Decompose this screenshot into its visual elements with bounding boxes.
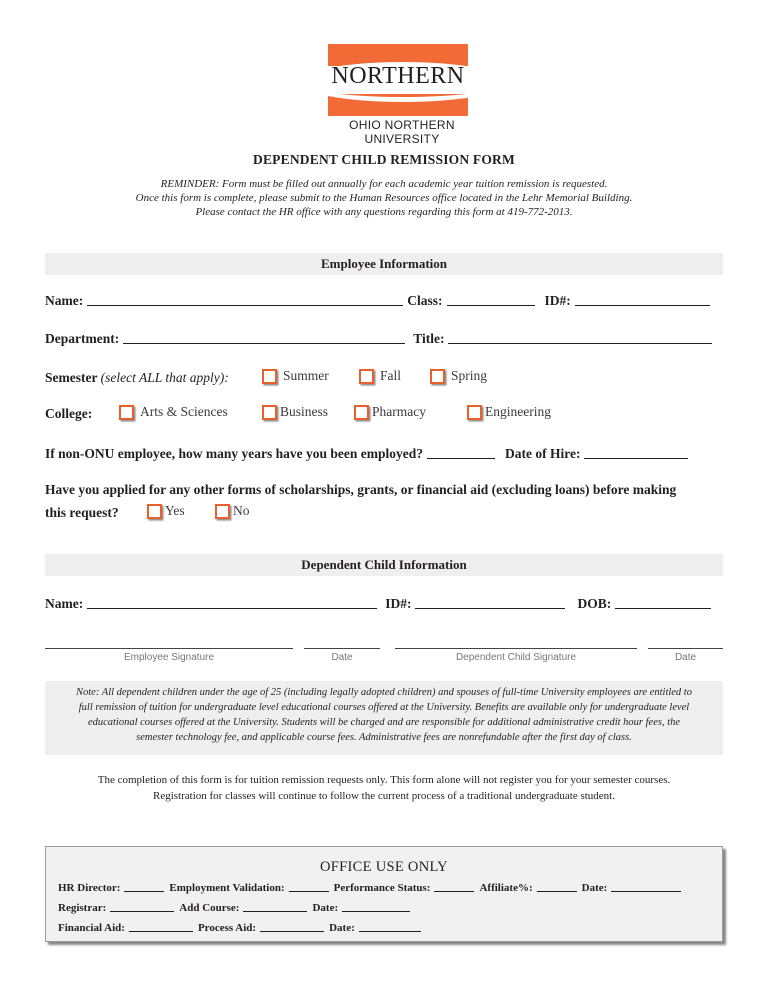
registrar-field[interactable] — [110, 911, 174, 912]
semester-label: Semester (select ALL that apply): — [45, 370, 229, 385]
eligibility-note — [45, 681, 723, 755]
aid-question-text: Have you applied for any other forms of scholarships, grants, or financial aid (excluding loans) before making — [45, 482, 677, 497]
college-option-pharmacy[interactable]: Pharmacy — [354, 404, 426, 420]
dependent-name-field[interactable] — [87, 608, 377, 609]
university-logo — [316, 40, 488, 146]
employment-validation-field[interactable] — [289, 891, 329, 892]
checkbox-icon[interactable] — [119, 405, 134, 420]
college-label: College: — [45, 406, 93, 421]
office-date-field-3[interactable] — [359, 931, 421, 932]
aid-question-row — [45, 482, 723, 498]
form-title: DEPENDENT CHILD REMISSION FORM — [253, 152, 515, 167]
college-row — [45, 404, 723, 424]
aid-option-yes[interactable]: Yes — [147, 503, 185, 519]
department-row — [45, 331, 723, 347]
aid-option-no[interactable]: No — [215, 503, 250, 519]
dob-field[interactable] — [615, 608, 711, 609]
add-course-label: Add Course: — [179, 902, 240, 914]
dependent-date-line[interactable] — [648, 648, 723, 649]
class-label: Class: — [407, 293, 443, 308]
checkbox-icon[interactable] — [215, 504, 230, 519]
dependent-signature-line[interactable] — [395, 648, 637, 649]
note-line: Note: All dependent children under the age of 25 (including legally adopted children) and spouses of full-time University employees are entitled to — [76, 687, 692, 698]
title-field[interactable] — [448, 343, 712, 344]
financial-aid-field[interactable] — [129, 931, 193, 932]
dependent-date-label: Date — [674, 652, 697, 663]
performance-status-label: Performance Status: — [333, 882, 431, 894]
hr-director-field[interactable] — [124, 891, 164, 892]
checkbox-icon[interactable] — [354, 405, 369, 420]
performance-status-field[interactable] — [434, 891, 474, 892]
aid-question-line2: this request? — [45, 505, 119, 520]
semester-option-fall[interactable]: Fall — [359, 368, 401, 384]
semester-row — [45, 368, 723, 388]
office-use-box — [45, 846, 723, 942]
checkbox-icon[interactable] — [359, 369, 374, 384]
affiliate-percent-label: Affiliate%: — [479, 882, 533, 894]
office-date-field-1[interactable] — [611, 891, 681, 892]
employee-id-field[interactable] — [575, 305, 710, 306]
office-date-field-2[interactable] — [342, 911, 410, 912]
title-label: Title: — [413, 331, 445, 346]
completion-notice — [45, 772, 723, 804]
class-field[interactable] — [447, 305, 535, 306]
employee-name-row — [45, 293, 723, 309]
checkbox-icon[interactable] — [147, 504, 162, 519]
employment-years-row — [45, 446, 723, 462]
office-date-label-3: Date: — [329, 922, 355, 934]
financial-aid-label: Financial Aid: — [58, 922, 125, 934]
dependent-row — [45, 596, 723, 612]
years-question: If non-ONU employee, how many years have you been employed? — [45, 446, 423, 461]
logo-wordmark: NORTHERN — [331, 63, 465, 89]
checkbox-icon[interactable] — [467, 405, 482, 420]
dependent-id-field[interactable] — [415, 608, 565, 609]
completion-line: The completion of this form is for tuition remission requests only. This form alone will not register you for your semester courses. — [97, 774, 671, 786]
process-aid-field[interactable] — [260, 931, 324, 932]
semester-option-spring[interactable]: Spring — [430, 368, 487, 384]
reminder-line: Please contact the HR office with any questions regarding this form at 419-772-2013. — [195, 206, 573, 218]
logo-subtitle: OHIO NORTHERN UNIVERSITY — [349, 118, 455, 146]
employee-signature-line[interactable] — [45, 648, 293, 649]
reminder-line: REMINDER: Form must be filled out annually for each academic year tuition remission is requested. — [160, 178, 608, 190]
department-label: Department: — [45, 331, 120, 346]
dependent-info-heading: Dependent Child Information — [45, 554, 723, 576]
note-line: semester technology fee, and applicable course fees. Administrative fees are nonrefundable after the first day of class. — [136, 732, 632, 743]
hr-director-label: HR Director: — [58, 882, 121, 894]
affiliate-percent-field[interactable] — [537, 891, 577, 892]
dependent-signature-label: Dependent Child Signature — [455, 652, 577, 663]
reminder-text — [0, 177, 768, 219]
semester-option-summer[interactable]: Summer — [262, 368, 329, 384]
employee-info-heading: Employee Information — [45, 253, 723, 275]
college-option-business[interactable]: Business — [262, 404, 328, 420]
checkbox-icon[interactable] — [430, 369, 445, 384]
completion-line: Registration for classes will continue to follow the current process of a traditional undergraduate student. — [153, 790, 615, 802]
employee-name-label: Name: — [45, 293, 84, 308]
employee-date-line[interactable] — [304, 648, 380, 649]
office-use-title: OFFICE USE ONLY — [320, 859, 448, 875]
years-field[interactable] — [427, 458, 495, 459]
date-of-hire-field[interactable] — [584, 458, 688, 459]
office-row-1 — [58, 882, 686, 894]
office-date-label-1: Date: — [581, 882, 608, 894]
aid-answer-row — [45, 503, 723, 523]
dob-label: DOB: — [577, 596, 612, 611]
employment-validation-label: Employment Validation: — [169, 882, 285, 894]
office-date-label-2: Date: — [312, 902, 339, 914]
note-line: full remission of tuition for undergraduate level educational courses offered at the University. Benefits are available only for undergraduate level — [78, 702, 690, 713]
office-row-2 — [58, 902, 415, 914]
college-option-arts-sciences[interactable]: Arts & Sciences — [119, 404, 228, 420]
dependent-id-label: ID#: — [385, 596, 412, 611]
registrar-label: Registrar: — [58, 902, 107, 914]
dependent-name-label: Name: — [45, 596, 84, 611]
office-row-3 — [58, 922, 426, 934]
employee-id-label: ID#: — [544, 293, 571, 308]
employee-signature-label: Employee Signature — [123, 652, 215, 663]
department-field[interactable] — [123, 343, 405, 344]
note-line: educational courses offered at the University. Students will be charged and are responsible for additional administrative credit hour fees, the — [87, 717, 681, 728]
process-aid-label: Process Aid: — [197, 922, 257, 934]
checkbox-icon[interactable] — [262, 369, 277, 384]
date-of-hire-label: Date of Hire: — [505, 446, 581, 461]
reminder-line: Once this form is complete, please submit to the Human Resources office located in the Lehr Memorial Building. — [135, 192, 633, 204]
college-option-engineering[interactable]: Engineering — [467, 404, 551, 420]
add-course-field[interactable] — [243, 911, 307, 912]
employee-date-label: Date — [331, 652, 353, 663]
employee-name-field[interactable] — [87, 305, 403, 306]
checkbox-icon[interactable] — [262, 405, 277, 420]
